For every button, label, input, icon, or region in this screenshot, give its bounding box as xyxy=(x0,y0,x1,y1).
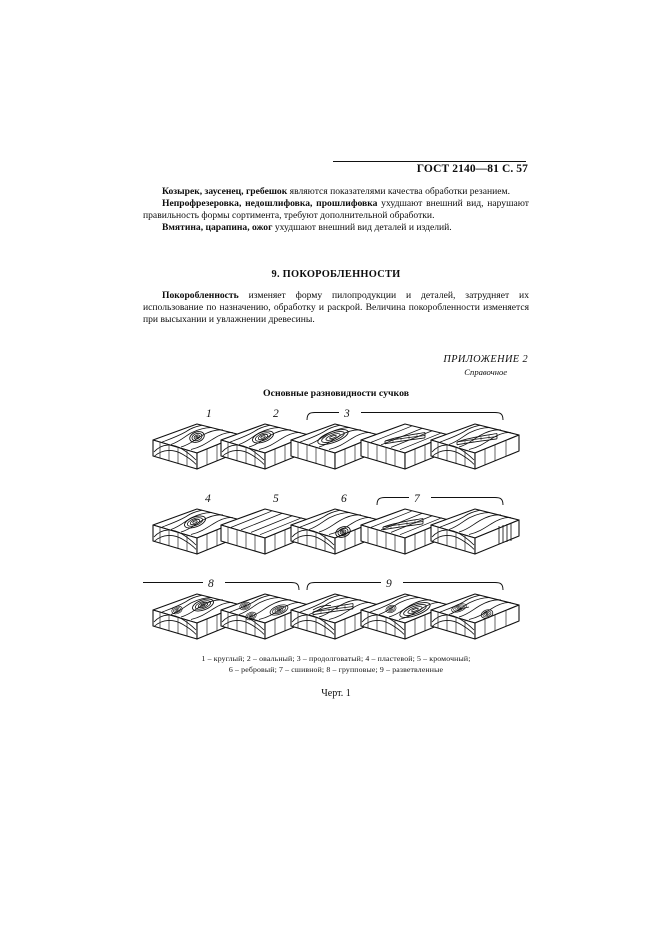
paragraph-4 xyxy=(143,290,529,326)
paragraph-4-lead: Покоробленность xyxy=(162,290,239,301)
appendix-subtitle: Справочное xyxy=(464,367,508,377)
figure-row-2 xyxy=(153,493,519,554)
figure-label-9: 9 xyxy=(386,578,392,590)
figure-bracket-7 xyxy=(377,498,503,506)
figure-label-6: 6 xyxy=(341,493,347,505)
body-paragraph-group-2 xyxy=(143,290,529,326)
figure-title: Основные разновидности сучков xyxy=(262,388,410,399)
figure-label-7: 7 xyxy=(414,493,420,505)
paragraph-3-lead: Вмятина, царапина, ожог xyxy=(162,222,273,234)
paragraph-3-text: ухудшают внешний вид деталей и изделий. xyxy=(272,222,452,234)
figure-block-9c-branched xyxy=(431,594,519,639)
section-heading: 9. ПОКОРОБЛЕННОСТИ xyxy=(271,269,401,280)
figure-label-2: 2 xyxy=(273,408,279,420)
figure-block-7b-sewn xyxy=(431,509,519,554)
figure-svg xyxy=(143,400,529,650)
paragraph-1-lead: Козырек, заусенец, гребешок xyxy=(162,186,288,197)
appendix-marker xyxy=(443,354,528,378)
paragraph-2-text: ухудшают внешний вид, нарушают правильность формы сортимента, требуют дополнительной обработки. xyxy=(143,198,529,222)
figure-bracket-3 xyxy=(307,413,503,421)
figure-caption-line-2: 6 – ребровый; 7 – сшивной; 8 – групповые; 9 – разветвленные xyxy=(228,665,444,674)
paragraph-3 xyxy=(143,222,529,234)
page-header-title: ГОСТ 2140—81 С. 57 xyxy=(416,163,528,175)
figure-caption xyxy=(143,653,529,675)
paragraph-4-text: изменяет форму пилопродукции и деталей, затрудняет их использование по назначению, обработку и раскрой. Величина покоробленности изменяется при высыхании и увлажнении древесины. xyxy=(143,290,529,326)
figure-row-3 xyxy=(143,578,519,639)
figure-bracket-8 xyxy=(143,583,299,591)
paragraph-2-lead: Непрофрезеровка, недошлифовка, прошлифовка xyxy=(162,198,378,210)
figure-label-4: 4 xyxy=(205,493,211,505)
figure-bracket-9 xyxy=(307,583,503,591)
figure-label-5: 5 xyxy=(273,493,279,505)
figure-label-1: 1 xyxy=(206,408,212,420)
body-paragraph-group-1 xyxy=(143,186,529,234)
figure-label-8: 8 xyxy=(208,578,214,590)
paragraph-1-text: являются показателями качества обработки резанием. xyxy=(287,186,510,197)
figure-block-3c-elongated xyxy=(431,424,519,469)
figure-knot-varieties xyxy=(143,400,529,650)
figure-caption-line-1: 1 – круглый; 2 – овальный; 3 – продолговатый; 4 – пластевой; 5 – кромочный; xyxy=(201,654,471,663)
figure-row-1 xyxy=(153,408,519,469)
paragraph-2 xyxy=(143,198,529,222)
header-rule xyxy=(333,161,526,162)
appendix-title: ПРИЛОЖЕНИЕ 2 xyxy=(443,354,528,365)
paragraph-1 xyxy=(143,186,529,198)
figure-number: Черт. 1 xyxy=(321,688,351,699)
figure-label-3: 3 xyxy=(344,408,350,420)
